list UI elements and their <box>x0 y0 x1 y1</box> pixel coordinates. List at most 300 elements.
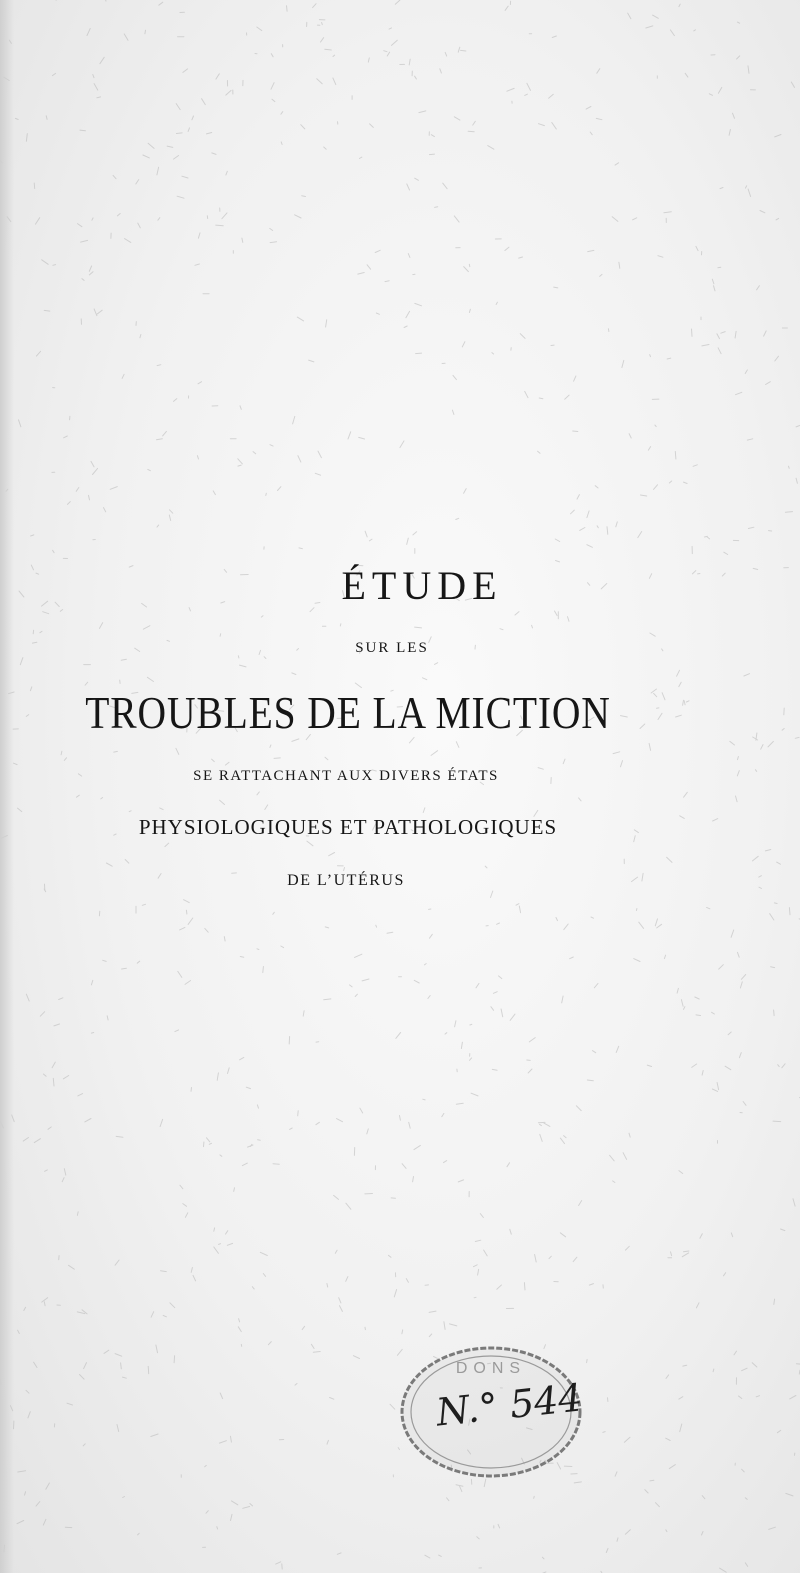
paper-fiber <box>717 1083 719 1090</box>
paper-fiber <box>564 1136 567 1138</box>
paper-fiber <box>24 1307 26 1310</box>
paper-fiber <box>516 904 519 906</box>
paper-fiber <box>91 461 94 466</box>
library-stamp <box>398 1343 584 1481</box>
paper-fiber <box>198 382 202 384</box>
paper-fiber <box>167 146 173 147</box>
paper-fiber <box>497 1285 502 1289</box>
paper-fiber <box>81 240 88 242</box>
paper-fiber <box>94 84 98 91</box>
paper-fiber <box>684 482 688 483</box>
paper-fiber <box>675 452 676 460</box>
paper-fiber <box>395 0 400 4</box>
paper-fiber <box>721 332 725 334</box>
paper-fiber <box>409 1122 411 1128</box>
paper-fiber <box>540 1124 542 1125</box>
paper-fiber <box>116 1136 123 1137</box>
paper-fiber <box>484 1250 488 1256</box>
paper-fiber <box>34 1139 40 1143</box>
paper-fiber <box>560 1233 565 1237</box>
paper-fiber <box>737 56 740 59</box>
subtitle-physiologiques: PHYSIOLOGIQUES ET PATHOLOGIQUES <box>138 815 558 839</box>
paper-fiber <box>532 625 533 628</box>
paper-fiber <box>555 611 558 616</box>
paper-fiber <box>739 1396 742 1399</box>
paper-fiber <box>64 1169 66 1176</box>
paper-fiber <box>25 1492 26 1495</box>
paper-fiber <box>425 1555 430 1558</box>
paper-fiber <box>26 994 29 1001</box>
paper-fiber <box>588 250 594 251</box>
paper-fiber <box>309 360 314 362</box>
paper-fiber <box>664 212 671 213</box>
paper-fiber <box>43 612 49 614</box>
paper-fiber <box>272 99 275 101</box>
paper-fiber <box>617 1538 618 1541</box>
paper-fiber <box>648 447 650 451</box>
paper-fiber <box>429 154 434 155</box>
paper-fiber <box>439 1555 442 1556</box>
paper-fiber <box>796 1364 800 1365</box>
paper-fiber <box>97 97 101 98</box>
paper-fiber <box>257 949 259 950</box>
paper-fiber <box>613 752 620 754</box>
paper-fiber <box>500 629 503 630</box>
paper-fiber <box>220 1155 222 1156</box>
paper-fiber <box>415 303 422 305</box>
paper-fiber <box>337 1553 341 1554</box>
paper-fiber <box>53 265 56 266</box>
paper-fiber <box>339 1298 341 1303</box>
paper-fiber <box>52 73 55 75</box>
paper-fiber <box>683 1365 687 1366</box>
paper-fiber <box>407 184 410 190</box>
paper-fiber <box>216 74 219 79</box>
paper-fiber <box>764 331 767 336</box>
paper-fiber <box>707 537 710 539</box>
paper-fiber <box>587 545 593 548</box>
paper-fiber <box>407 538 409 544</box>
paper-fiber <box>774 903 777 904</box>
paper-fiber <box>743 1102 746 1106</box>
paper-fiber <box>207 133 212 134</box>
paper-fiber <box>756 1396 759 1397</box>
paper-fiber <box>682 1253 688 1257</box>
paper-fiber <box>253 452 256 454</box>
paper-fiber <box>89 272 93 275</box>
paper-fiber <box>664 955 665 959</box>
paper-fiber <box>228 1068 230 1074</box>
paper-fiber <box>731 1233 732 1237</box>
paper-fiber <box>299 548 302 549</box>
paper-fiber <box>744 674 750 676</box>
paper-fiber <box>796 478 797 483</box>
paper-fiber <box>622 360 624 367</box>
paper-fiber <box>87 29 90 36</box>
paper-fiber <box>36 218 40 224</box>
paper-fiber <box>713 1369 714 1372</box>
paper-fiber <box>242 1163 247 1166</box>
paper-fiber <box>556 918 558 921</box>
paper-fiber <box>198 233 200 238</box>
paper-fiber <box>137 961 140 963</box>
paper-fiber <box>505 6 508 10</box>
paper-fiber <box>791 82 794 87</box>
paper-fiber <box>488 146 494 150</box>
paper-fiber <box>456 518 459 519</box>
paper-fiber <box>731 930 734 937</box>
paper-fiber <box>28 1412 30 1418</box>
stamp-lettering: DONS <box>455 1360 527 1377</box>
paper-fiber <box>147 677 153 681</box>
paper-fiber <box>461 1042 462 1048</box>
paper-fiber <box>340 624 341 626</box>
paper-fiber <box>101 798 103 799</box>
paper-fiber <box>424 964 426 965</box>
paper-fiber <box>476 983 479 987</box>
paper-fiber <box>492 1069 497 1070</box>
paper-fiber <box>61 751 62 755</box>
paper-fiber <box>104 1350 109 1353</box>
paper-fiber <box>770 914 774 920</box>
paper-fiber <box>185 981 191 985</box>
paper-fiber <box>170 510 173 513</box>
paper-fiber <box>777 862 781 864</box>
paper-fiber <box>316 1122 320 1124</box>
paper-fiber <box>177 196 184 198</box>
paper-fiber <box>577 495 579 500</box>
paper-fiber <box>376 313 379 314</box>
paper-fiber <box>44 1302 45 1306</box>
paper-fiber <box>650 1480 654 1481</box>
paper-fiber <box>188 918 193 924</box>
paper-fiber <box>321 38 324 43</box>
paper-fiber <box>613 1181 615 1183</box>
paper-fiber <box>257 1105 258 1108</box>
paper-fiber <box>219 1441 226 1443</box>
paper-fiber <box>240 665 247 667</box>
paper-fiber <box>148 1366 149 1373</box>
paper-fiber <box>315 473 320 475</box>
paper-fiber <box>76 488 79 492</box>
paper-fiber <box>761 745 763 750</box>
paper-fiber <box>113 175 116 178</box>
paper-fiber <box>225 762 229 765</box>
paper-fiber <box>222 213 227 219</box>
paper-fiber <box>396 1033 401 1039</box>
paper-fiber <box>720 188 723 189</box>
paper-fiber <box>317 79 322 84</box>
paper-fiber <box>507 1163 510 1167</box>
paper-fiber <box>18 1330 20 1333</box>
paper-fiber <box>430 934 433 938</box>
paper-fiber <box>238 459 243 464</box>
paper-fiber <box>685 73 688 77</box>
paper-fiber <box>346 1277 348 1282</box>
paper-fiber <box>431 751 438 756</box>
paper-fiber <box>771 967 775 968</box>
paper-fiber <box>724 552 728 554</box>
paper-fiber <box>384 51 387 52</box>
paper-fiber <box>324 147 327 149</box>
paper-fiber <box>469 309 470 312</box>
paper-fiber <box>344 868 345 871</box>
paper-fiber <box>298 1111 299 1116</box>
paper-fiber <box>292 673 296 675</box>
paper-fiber <box>597 526 598 528</box>
paper-fiber <box>151 1434 158 1437</box>
paper-fiber <box>160 1119 163 1126</box>
paper-fiber <box>226 1231 228 1234</box>
paper-fiber <box>692 329 693 336</box>
paper-fiber <box>406 1279 408 1283</box>
paper-fiber <box>670 30 674 36</box>
paper-fiber <box>475 1240 481 1241</box>
paper-fiber <box>165 843 169 847</box>
paper-fiber <box>655 425 656 427</box>
paper-fiber <box>360 1108 363 1113</box>
paper-fiber <box>782 729 784 731</box>
paper-fiber <box>404 326 407 328</box>
paper-fiber <box>650 355 651 357</box>
paper-fiber <box>759 887 762 888</box>
paper-fiber <box>330 1398 334 1400</box>
paper-fiber <box>138 223 141 228</box>
paper-fiber <box>346 1203 351 1209</box>
paper-fiber <box>180 927 185 930</box>
paper-fiber <box>185 1213 187 1218</box>
paper-fiber <box>295 1384 297 1386</box>
paper-fiber <box>217 1073 218 1080</box>
paper-fiber <box>435 663 438 665</box>
paper-fiber <box>257 792 259 795</box>
paper-fiber <box>333 55 335 56</box>
paper-fiber <box>42 1298 48 1302</box>
paper-fiber <box>106 863 112 866</box>
paper-fiber <box>423 1099 425 1100</box>
paper-fiber <box>748 189 751 197</box>
paper-fiber <box>748 66 749 73</box>
paper-fiber <box>117 214 120 216</box>
paper-fiber <box>789 466 790 468</box>
paper-fiber <box>616 1046 619 1052</box>
paper-fiber <box>562 996 563 1003</box>
paper-fiber <box>574 1482 581 1483</box>
paper-fiber <box>26 1390 29 1393</box>
paper-fiber <box>251 1144 252 1146</box>
paper-fiber <box>669 1465 675 1469</box>
paper-fiber <box>592 1051 595 1053</box>
paper-fiber <box>501 1009 503 1017</box>
paper-fiber <box>64 436 68 438</box>
paper-fiber <box>59 998 63 1000</box>
paper-fiber <box>491 1007 494 1011</box>
paper-fiber <box>376 925 377 927</box>
paper-fiber <box>714 286 716 291</box>
paper-fiber <box>97 310 102 314</box>
paper-fiber <box>287 6 288 12</box>
paper-fiber <box>355 954 362 957</box>
paper-fiber <box>263 1274 265 1277</box>
paper-fiber <box>402 1164 406 1169</box>
paper-fiber <box>307 841 313 846</box>
paper-fiber <box>311 1344 314 1348</box>
paper-fiber <box>84 1363 87 1369</box>
paper-fiber <box>142 904 145 905</box>
paper-fiber <box>31 535 34 536</box>
paper-fiber <box>656 1503 660 1507</box>
paper-fiber <box>684 1007 685 1010</box>
paper-fiber <box>454 216 459 222</box>
paper-fiber <box>161 1271 167 1272</box>
paper-fiber <box>499 976 502 979</box>
paper-fiber <box>760 211 765 213</box>
paper-fiber <box>480 1214 483 1218</box>
paper-fiber <box>695 997 699 999</box>
paper-fiber <box>431 135 434 137</box>
paper-fiber <box>612 217 618 222</box>
paper-fiber <box>692 1064 697 1067</box>
paper-fiber <box>170 1303 175 1308</box>
paper-fiber <box>240 957 244 958</box>
paper-fiber <box>238 465 241 466</box>
paper-fiber <box>742 1368 748 1371</box>
paper-fiber <box>757 286 760 290</box>
paper-fiber <box>428 996 430 999</box>
paper-fiber <box>694 30 696 31</box>
paper-fiber <box>192 116 194 120</box>
paper-fiber <box>303 1011 304 1016</box>
paper-fiber <box>554 287 558 288</box>
paper-fiber <box>19 420 21 427</box>
paper-fiber <box>239 1319 240 1322</box>
paper-fiber <box>85 1119 91 1122</box>
paper-fiber <box>568 617 570 622</box>
paper-fiber <box>271 54 273 57</box>
paper-fiber <box>91 1033 93 1034</box>
paper-fiber <box>653 15 659 18</box>
paper-fiber <box>462 342 465 347</box>
title-etude: ÉTUDE <box>341 563 503 608</box>
paper-fiber <box>227 1243 232 1245</box>
paper-fiber <box>138 1533 140 1535</box>
paper-fiber <box>696 246 698 250</box>
paper-fiber <box>350 985 353 987</box>
paper-fiber <box>712 1012 715 1014</box>
paper-fiber <box>795 737 799 738</box>
paper-fiber <box>125 239 131 243</box>
paper-fiber <box>594 983 598 987</box>
paper-fiber <box>82 279 84 281</box>
paper-fiber <box>606 1548 608 1552</box>
paper-fiber <box>191 1088 192 1092</box>
paper-fiber <box>579 1201 582 1206</box>
paper-fiber <box>775 135 781 137</box>
paper-fiber <box>666 1438 671 1440</box>
paper-fiber <box>409 59 410 65</box>
paper-fiber <box>679 4 680 7</box>
paper-fiber <box>796 424 800 427</box>
paper-fiber <box>278 487 281 491</box>
paper-fiber <box>234 1188 235 1192</box>
paper-fiber <box>519 906 520 913</box>
paper-fiber <box>477 1537 479 1539</box>
paper-fiber <box>455 1021 456 1027</box>
paper-fiber <box>636 909 637 911</box>
paper-fiber <box>423 808 425 813</box>
paper-fiber <box>666 1530 667 1532</box>
paper-fiber <box>589 1284 593 1286</box>
paper-fiber <box>507 88 514 91</box>
paper-fiber <box>444 1161 447 1163</box>
paper-fiber <box>542 1557 544 1559</box>
paper-fiber <box>281 142 282 145</box>
paper-fiber <box>145 30 146 34</box>
paper-fiber <box>34 183 35 189</box>
paper-fiber <box>60 610 62 612</box>
paper-fiber <box>680 1424 682 1432</box>
paper-fiber <box>68 502 71 505</box>
paper-fiber <box>639 922 644 928</box>
paper-fiber <box>790 1396 796 1399</box>
paper-fiber <box>524 1283 525 1290</box>
paper-fiber <box>505 247 509 250</box>
paper-fiber <box>734 1351 737 1355</box>
paper-fiber <box>295 215 302 218</box>
paper-fiber <box>78 224 82 227</box>
paper-fiber <box>624 1437 630 1442</box>
paper-fiber <box>574 376 576 381</box>
paper-fiber <box>590 132 592 135</box>
paper-fiber <box>595 486 598 488</box>
paper-fiber <box>313 4 317 8</box>
paper-fiber <box>18 1471 26 1472</box>
paper-fiber <box>756 733 757 740</box>
paper-fiber <box>78 1094 83 1096</box>
paper-fiber <box>387 52 389 56</box>
paper-fiber <box>423 678 427 680</box>
paper-fiber <box>175 1030 179 1032</box>
paper-fiber <box>62 1178 64 1182</box>
paper-fiber <box>603 1432 605 1433</box>
paper-fiber <box>671 1252 672 1256</box>
paper-fiber <box>633 218 637 220</box>
paper-fiber <box>80 1375 85 1380</box>
subtitle: SE RATTACHANT AUX DIVERS ÉTATS <box>193 768 499 784</box>
paper-fiber <box>318 451 321 458</box>
paper-fiber <box>80 130 86 131</box>
paper-fiber <box>696 1015 701 1016</box>
paper-fiber <box>677 988 678 993</box>
paper-fiber <box>640 495 646 496</box>
paper-fiber <box>667 857 672 862</box>
paper-fiber <box>148 469 151 470</box>
paper-fiber <box>212 759 215 762</box>
paper-fiber <box>638 532 642 538</box>
paper-fiber <box>140 335 141 338</box>
paper-fiber <box>214 1247 219 1253</box>
paper-fiber <box>775 356 779 361</box>
paper-fiber <box>268 1342 271 1345</box>
paper-fiber <box>186 910 187 914</box>
paper-fiber <box>214 1228 215 1231</box>
paper-fiber <box>709 94 712 96</box>
paper-fiber <box>158 218 160 221</box>
paper-fiber <box>156 1345 158 1353</box>
paper-fiber <box>460 1486 462 1491</box>
paper-fiber <box>270 228 273 230</box>
paper-fiber <box>747 439 752 440</box>
